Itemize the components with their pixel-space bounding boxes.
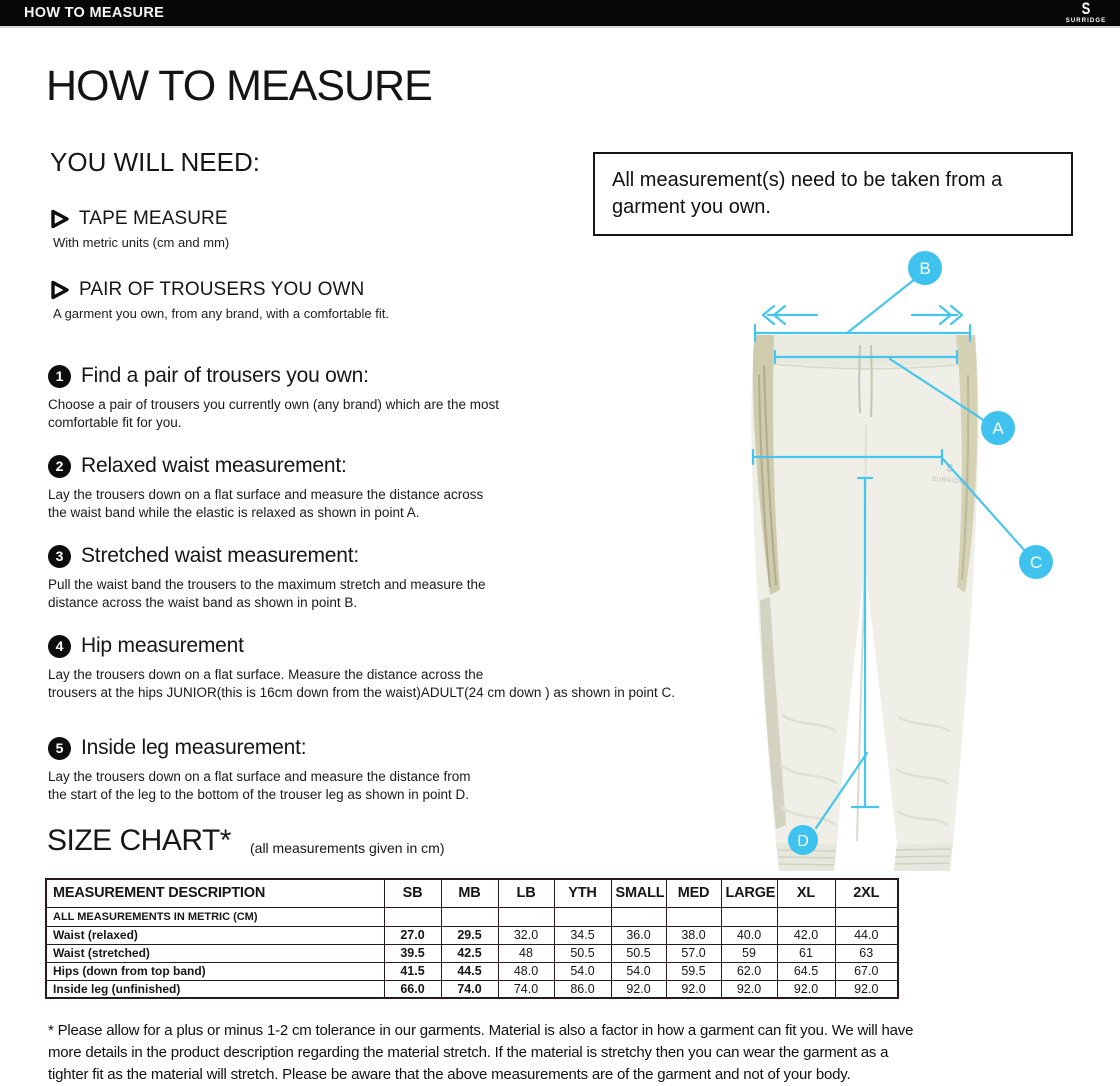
- cell: 54.0: [554, 962, 611, 980]
- need-item-tape-measure: [50, 208, 229, 250]
- cell: 92.0: [835, 980, 898, 998]
- col-header: YTH: [554, 879, 611, 907]
- step-1: [48, 364, 499, 432]
- cell: 92.0: [777, 980, 835, 998]
- step-body-line: the waist band while the elastic is relaxed as shown in point A.: [48, 505, 420, 520]
- point-A-label: A: [992, 419, 1004, 438]
- footnote-line: tighter fit as the material will stretch. Please be aware that the above measurements are of the garment and not of your body.: [48, 1066, 851, 1083]
- metric-note-cell: ALL MEASUREMENTS IN METRIC (CM): [46, 907, 384, 926]
- step-body-line: Pull the waist band the trousers to the maximum stretch and measure the: [48, 577, 486, 592]
- trousers-measurement-diagram: [740, 245, 1075, 875]
- cell: 50.5: [554, 944, 611, 962]
- step-title: Stretched waist measurement:: [81, 544, 360, 567]
- cell: 39.5: [384, 944, 441, 962]
- step-number-badge: 3: [48, 545, 71, 568]
- step-body-line: the start of the leg to the bottom of the trouser leg as shown in point D.: [48, 787, 469, 802]
- table-row: [46, 907, 898, 926]
- col-header: MB: [441, 879, 498, 907]
- cell: 63: [835, 944, 898, 962]
- cell: 92.0: [666, 980, 721, 998]
- footnote-line: more details in the product description regarding the material stretch. If the material is stretchy then you can wear the garment as a: [48, 1044, 889, 1061]
- size-chart-subtitle: (all measurements given in cm): [250, 840, 445, 856]
- step-body-line: Lay the trousers down on a flat surface and measure the distance from: [48, 769, 471, 784]
- cell: 32.0: [498, 926, 554, 944]
- step-body-line: Lay the trousers down on a flat surface. Measure the distance across the: [48, 667, 484, 682]
- need-item-desc: A garment you own, from any brand, with a comfortable fit.: [53, 306, 389, 321]
- surridge-s-icon: S: [1081, 0, 1091, 18]
- topbar-title: HOW TO MEASURE: [24, 5, 165, 21]
- table-header-row: [46, 879, 898, 907]
- cell: 61: [777, 944, 835, 962]
- row-label: Inside leg (unfinished): [46, 980, 384, 998]
- cell: 42.0: [777, 926, 835, 944]
- col-header: SB: [384, 879, 441, 907]
- cell: 36.0: [611, 926, 666, 944]
- cell: 67.0: [835, 962, 898, 980]
- cell: 29.5: [441, 926, 498, 944]
- point-C-label: C: [1029, 553, 1043, 572]
- cell: 62.0: [721, 962, 777, 980]
- col-header: 2XL: [835, 879, 898, 907]
- cell: 50.5: [611, 944, 666, 962]
- table-row: [46, 944, 898, 962]
- step-4: [48, 634, 675, 702]
- thigh-watermark-text: SURRIDGE: [931, 475, 971, 487]
- play-triangle-icon: [50, 280, 70, 300]
- need-item-desc: With metric units (cm and mm): [53, 235, 230, 250]
- cell: 44.0: [835, 926, 898, 944]
- cell: 27.0: [384, 926, 441, 944]
- page-title: HOW TO MEASURE: [46, 62, 432, 110]
- stretch-arrow-left-icon: [763, 306, 817, 324]
- cell: 57.0: [666, 944, 721, 962]
- need-item-title: PAIR OF TROUSERS YOU OWN: [79, 279, 365, 300]
- step-title: Inside leg measurement:: [81, 736, 307, 759]
- cell: 44.5: [441, 962, 498, 980]
- step-body-line: Lay the trousers down on a flat surface and measure the distance across: [48, 487, 484, 502]
- cell: 66.0: [384, 980, 441, 998]
- table-row: [46, 962, 898, 980]
- footnote-line: * Please allow for a plus or minus 1-2 cm tolerance in our garments. Material is also a factor in how a garment can fit you. We will have: [48, 1022, 914, 1039]
- step-5: [48, 736, 470, 804]
- svg-text:S: S: [946, 463, 954, 475]
- cell: 92.0: [721, 980, 777, 998]
- col-header: LB: [498, 879, 554, 907]
- need-item-trousers: [50, 279, 389, 321]
- cell: 86.0: [554, 980, 611, 998]
- step-body-line: Choose a pair of trousers you currently own (any brand) which are the most: [48, 397, 499, 412]
- step-number-badge: 2: [48, 455, 71, 478]
- stretch-arrow-right-icon: [912, 306, 962, 324]
- cell: 74.0: [441, 980, 498, 998]
- row-label: Waist (relaxed): [46, 926, 384, 944]
- cell: 41.5: [384, 962, 441, 980]
- cell: 48: [498, 944, 554, 962]
- cell: 34.5: [554, 926, 611, 944]
- row-label: Hips (down from top band): [46, 962, 384, 980]
- step-body-line: distance across the waist band as shown in point B.: [48, 595, 358, 610]
- cell: 38.0: [666, 926, 721, 944]
- surridge-wordmark: SURRIDGE: [1065, 18, 1107, 24]
- you-will-need-heading: YOU WILL NEED:: [50, 147, 260, 177]
- row-label: Waist (stretched): [46, 944, 384, 962]
- step-number-badge: 1: [48, 365, 71, 388]
- step-2: [48, 454, 483, 522]
- cell: 40.0: [721, 926, 777, 944]
- cell: 59.5: [666, 962, 721, 980]
- cell: 59: [721, 944, 777, 962]
- surridge-logo: [1060, 1, 1112, 24]
- step-body-line: trousers at the hips JUNIOR(this is 16cm down from the waist)ADULT(24 cm down ) as shown in point C.: [48, 685, 675, 700]
- col-header: MED: [666, 879, 721, 907]
- cell: 48.0: [498, 962, 554, 980]
- point-D-label: D: [797, 833, 809, 850]
- cell: 64.5: [777, 962, 835, 980]
- point-B-label: B: [919, 259, 931, 278]
- col-header: LARGE: [721, 879, 777, 907]
- step-3: [48, 544, 485, 612]
- need-item-title: TAPE MEASURE: [79, 208, 228, 229]
- step-number-badge: 4: [48, 635, 71, 658]
- step-title: Find a pair of trousers you own:: [81, 364, 369, 387]
- step-title: Relaxed waist measurement:: [81, 454, 347, 477]
- table-row: [46, 926, 898, 944]
- col-header: SMALL: [611, 879, 666, 907]
- table-row: [46, 980, 898, 998]
- size-chart-table: [45, 878, 899, 999]
- size-chart-heading: SIZE CHART*: [47, 824, 231, 857]
- leader-B: [847, 279, 915, 333]
- top-bar: [0, 0, 1120, 28]
- tolerance-footnote: [48, 1020, 913, 1086]
- measurement-note-box: All measurement(s) need to be taken from a garment you own.: [593, 152, 1073, 236]
- col-header: MEASUREMENT DESCRIPTION: [46, 879, 384, 907]
- col-header: XL: [777, 879, 835, 907]
- play-triangle-icon: [50, 209, 70, 229]
- cell: 92.0: [611, 980, 666, 998]
- step-title: Hip measurement: [81, 634, 244, 657]
- cell: 42.5: [441, 944, 498, 962]
- cell: 54.0: [611, 962, 666, 980]
- cell: 74.0: [498, 980, 554, 998]
- step-number-badge: 5: [48, 737, 71, 760]
- step-body-line: comfortable fit for you.: [48, 415, 182, 430]
